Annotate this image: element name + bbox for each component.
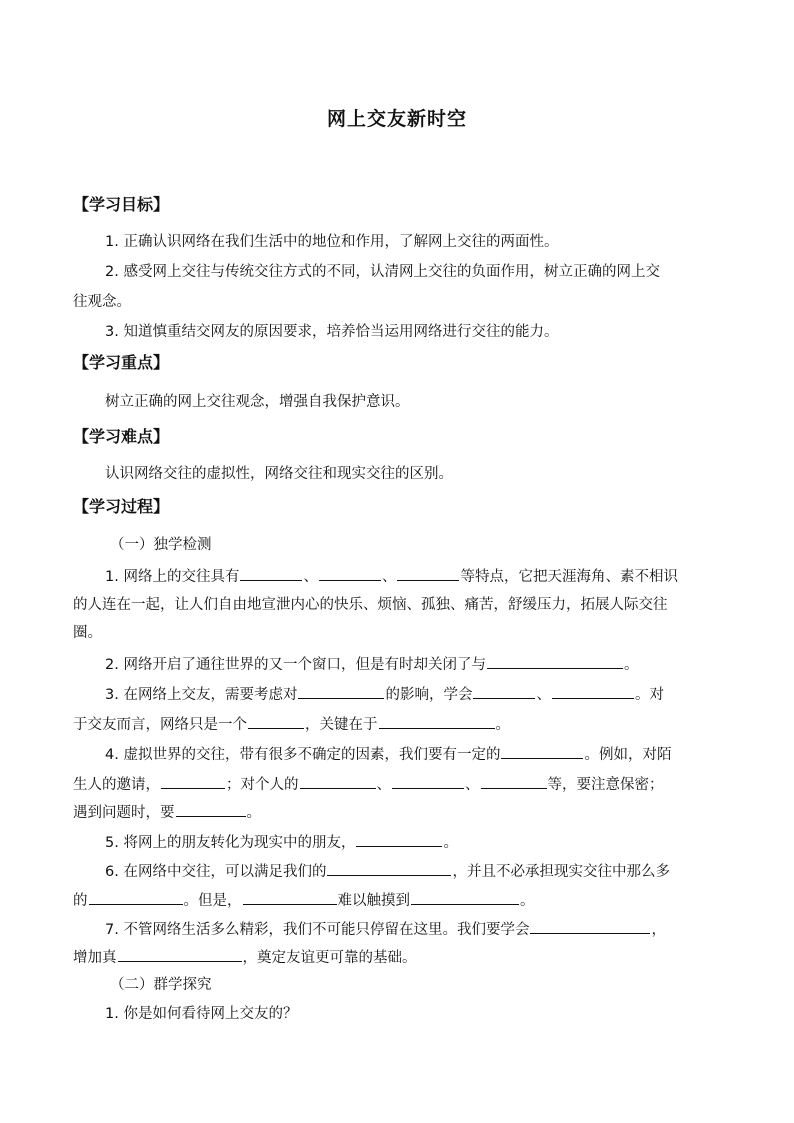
question-2-text: 2. 网络开启了通往世界的又一个窗口，但是有时却关闭了与 [105,657,486,673]
section-solo-check: （一）独学检测 [110,537,212,553]
separator: 、 [465,777,480,793]
page-title: 网上交友新时空 [326,108,467,130]
heading-difficulty: 【学习难点】 [73,427,170,446]
answer-blank[interactable] [240,565,302,581]
question-4-line-2 [73,773,664,795]
period: 。 [495,717,510,733]
question-6-text: 6. 在网络中交往，可以满足我们的 [105,864,327,880]
answer-blank[interactable] [356,831,442,847]
question-3-text: 3. 在网络上交友，需要考虑对 [105,687,298,703]
answer-blank[interactable] [300,773,376,789]
question-7-text: ， [651,922,666,938]
question-6-line-1 [105,860,670,882]
goal-item-1: 1. 正确认识网络在我们生活中的地位和作用，了解网上交往的两面性。 [105,234,559,250]
question-4-text: 。例如，对陌 [584,747,672,763]
question-5-text: 5. 将网上的朋友转化为现实中的朋友， [105,835,356,851]
answer-blank[interactable] [397,565,459,581]
separator: 、 [376,777,391,793]
question-3-line-2 [73,713,510,735]
question-4-text: 等，要注意保密； [547,777,664,793]
period: 。 [443,835,458,851]
goal-item-3: 3. 知道慎重结交网友的原因要求，培养恰当运用网络进行交往的能力。 [105,324,559,340]
question-4-text: ；对个人的 [226,777,299,793]
answer-blank[interactable] [379,713,495,729]
answer-blank[interactable] [501,743,583,759]
question-1-line-1 [105,565,678,587]
question-4-line-1 [105,743,671,765]
question-1-line-3: 圈。 [73,625,102,641]
period: 。 [246,805,261,821]
heading-key-points: 【学习重点】 [73,353,170,372]
explore-question-1: 1. 你是如何看待网上交友的？ [105,1006,298,1022]
question-3-text: ，关键在于 [305,717,378,733]
goal-item-2: 2. 感受网上交往与传统交往方式的不同，认清网上交往的负面作用，树立正确的网上交 [105,264,660,280]
question-3-text: 于交友而言，网络只是一个 [73,717,247,733]
goal-item-2-cont: 往观念。 [73,294,131,310]
answer-blank[interactable] [481,773,547,789]
period: 。 [520,893,535,909]
question-3-line-1 [105,683,664,705]
question-6-text: 的 [73,893,88,909]
key-point-text: 树立正确的网上交往观念，增强自我保护意识。 [105,394,410,410]
question-7-text: ，奠定友谊更可靠的基础。 [242,950,417,966]
separator: 、 [303,569,318,585]
question-2-line [105,653,638,675]
separator: 、 [536,687,551,703]
section-group-explore: （二）群学探究 [110,977,212,993]
answer-blank[interactable] [243,889,337,905]
answer-blank[interactable] [487,653,623,669]
answer-blank[interactable] [248,713,304,729]
question-7-text: 增加真 [73,950,117,966]
question-7-line-1 [105,918,666,940]
heading-learning-process: 【学习过程】 [73,497,170,516]
answer-blank[interactable] [552,683,634,699]
question-4-text: 生人的邀请， [73,777,160,793]
answer-blank[interactable] [473,683,535,699]
question-4-line-3 [73,801,261,823]
answer-blank[interactable] [530,918,650,934]
heading-learning-goals: 【学习目标】 [73,195,170,214]
answer-blank[interactable] [298,683,384,699]
answer-blank[interactable] [392,773,464,789]
separator: 、 [381,569,397,585]
question-7-line-2 [73,946,417,968]
question-5-line [105,831,458,853]
question-3-text: 的影响，学会 [385,687,473,703]
answer-blank[interactable] [161,773,225,789]
question-1-text: 1. 网络上的交往具有 [105,569,240,585]
answer-blank[interactable] [411,889,519,905]
answer-blank[interactable] [89,889,183,905]
question-1-text: 等特点，它把天涯海角、素不相识 [460,569,678,585]
answer-blank[interactable] [176,801,246,817]
question-4-text: 遇到问题时，要 [73,805,175,821]
question-7-text: 7. 不管网络生活多么精彩，我们不可能只停留在这里。我们要学会 [105,922,530,938]
answer-blank[interactable] [327,860,451,876]
question-6-text: ，并且不必承担现实交往中那么多 [452,864,670,880]
question-6-text: 。但是， [183,893,242,909]
question-3-text: 。对 [634,687,664,703]
answer-blank[interactable] [319,565,381,581]
question-6-line-2 [73,889,535,911]
question-4-text: 4. 虚拟世界的交往，带有很多不确定的因素，我们要有一定的 [105,747,501,763]
answer-blank[interactable] [118,946,242,962]
period: 。 [623,657,639,673]
question-6-text: 难以触摸到 [337,893,410,909]
difficulty-text: 认识网络交往的虚拟性，网络交往和现实交往的区别。 [105,466,453,482]
question-1-line-2: 的人连在一起，让人们自由地宣泄内心的快乐、烦恼、孤独、痛苦，舒缓压力，拓展人际交往 [73,597,668,613]
